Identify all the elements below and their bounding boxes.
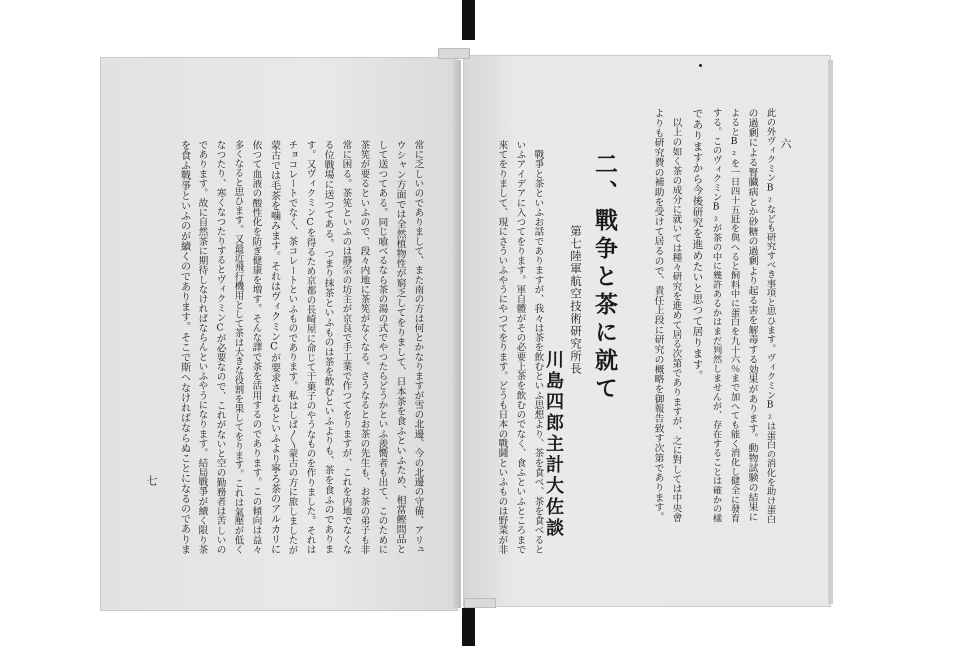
text-column: であります。故に自然茶に期待しなければならんといふやうになります。結局戰爭が續く限り茶 — [196, 140, 208, 555]
text-column: 戰爭と茶といふお話でありますが、我々は茶を飲むといふ思想より、茶を食べ、茶を食べると — [532, 140, 544, 555]
text-column: いふアイデアに入つてをります。軍自體がその必要上茶を飲むのでなく、食ふといふところまで — [514, 140, 526, 555]
right-page-edge — [828, 60, 833, 604]
page-speck — [699, 64, 702, 67]
author-affiliation: 第七陸軍航空技術研究所長 — [569, 225, 583, 375]
text-column: なつたり、寒くなつたりするとヴィクミンCが必要なので、これがないと空の勤務者は苦しいの — [214, 140, 226, 555]
text-column: でありますから今後研究を進めたいと思つて居ります。 — [691, 108, 704, 381]
text-column: よるとB₂を一日四十五瓩を與へると飼料中に蛋白を九十六％まで加へても能く消化し健全に發育 — [728, 108, 740, 523]
text-column: 依つて血液の酸性化を防ぎ健康を増す。そんな譯で茶を活用するのであります。この傾向は益々 — [250, 140, 262, 555]
text-column: を食ふ戰爭といふのが續くのであります。そこで斯へなければならぬことになるのでありま — [178, 140, 190, 555]
text-column: 蒙古では毛茶を噛みます。それはヴィクミンCが要求されるといふより寧ろ茶のアルカリに — [268, 140, 280, 555]
text-column: する。このヴィクミンB₂が茶の中に幾許あるかはまだ判然しませんが、存在することは確かの樣 — [710, 108, 722, 523]
text-column: の過剰による腎臓病とか砂糖の過剰より起る害を解毒する効果があります。動物試験の結果に — [746, 108, 758, 522]
page-number-left: 七 — [145, 475, 158, 486]
page-number-right: 六 — [779, 138, 792, 149]
text-column: 常に乏しいのでありまして、また南の方は何とかなりますが雪の北邊、今の北邊の守備、アリュ — [412, 140, 424, 555]
binding-clip-bottom — [464, 598, 496, 608]
text-column: 以上の如く茶の成分に就いては種々研究を進めて居る次第でありますが、之に對しては中央會 — [670, 108, 682, 523]
text-column: 多くなると思ひます。又最近飛行機用として茶は大きな役割を果してをります。これは氣壓が低く — [232, 140, 244, 555]
text-column: す。又ヴィクミンCを得るため京都の長崎屋に命じて干菓子のやうなものを作りました。それは — [304, 140, 316, 555]
text-column: 常に困る。茶筅といふのは靜宗の坊主が京良で手工業で作つてをりますが、これを内地でなくな — [340, 140, 352, 555]
text-column: ウシャン方面では全然植物性が窮乏してをりまして、日本茶を食ふといふため、相當鰹問品と — [394, 140, 406, 554]
binding-strip-bottom — [462, 608, 475, 646]
binding-clip-top — [438, 48, 470, 59]
text-column: 茶筅が要るといふので、段々内地に茶筅がなくなる。さうなるとお茶の先生も、お茶の弟子も非 — [358, 140, 370, 555]
binding-strip-top — [462, 0, 475, 40]
section-heading: 二、戰争と茶に就て — [591, 152, 618, 404]
text-column: して送つてある。同じ喰べるなら茶の湯の式でやつたらどうかといふ羨嚮者も出て、このために — [376, 140, 388, 555]
author-name: 川島四郎主計大佐談 — [543, 350, 564, 539]
left-page-gutter — [453, 60, 461, 608]
text-column: 來てをりまして、現にさういふやうにやつてをります。どうも日本の戰鬪といふものは野菜が非 — [496, 140, 508, 555]
text-column: よりも研究費の補助を受けて居るので、責任上段に研究の概略を御報告致す次第であります。 — [652, 108, 664, 522]
text-column: チョコレートでなく、茶コレートといふものであります。私はしば〳〵蒙古の方に旅しましたが — [286, 140, 298, 555]
text-column: る位戰場に送つてある。つまり抹茶といふものは茶を飲むといふよりも、茶を食ふのでありま — [322, 140, 334, 554]
text-column: 此の外ヴィクミンB₂なども研究すべき事項と思ひます。ヴィクミンB₂は蛋白の消化を助け蛋白 — [764, 108, 776, 524]
